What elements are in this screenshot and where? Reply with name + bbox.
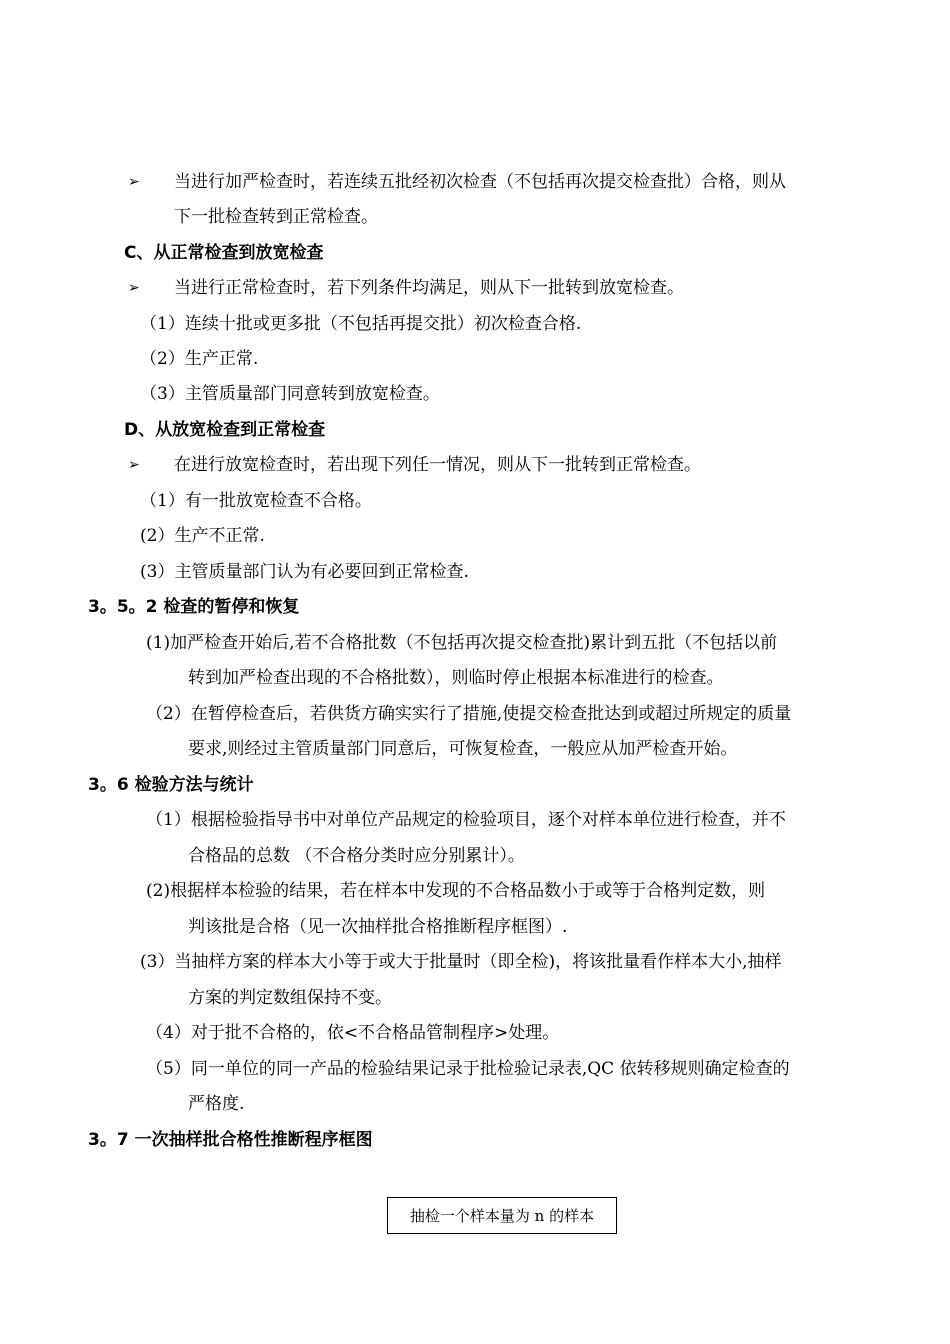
section-heading: 3。6 检验方法与统计 [88,775,254,795]
paragraph-line: 在进行放宽检查时，若出现下列任一情况，则从下一批转到正常检查。 [174,455,701,475]
paragraph-line: 当进行加严检查时，若连续五批经初次检查（不包括再次提交检查批）合格，则从 [174,172,786,192]
flowchart-box [387,1197,617,1234]
list-item: （1）有一批放宽检查不合格。 [140,491,372,511]
paragraph-line: 当进行正常检查时，若下列条件均满足，则从下一批转到放宽检查。 [174,278,684,298]
flowchart-box-label: 抽检一个样本量为 n 的样本 [409,1207,595,1225]
paragraph-line: 合格品的总数 （不合格分类时应分别累计）。 [188,846,525,866]
list-item: （5）同一单位的同一产品的检验结果记录于批检验记录表,QC 依转移规则确定检查的 [146,1059,790,1079]
list-item: (2）生产不正常. [140,526,265,546]
section-heading: C、从正常检查到放宽检查 [124,243,324,263]
paragraph-line: 严格度. [188,1094,245,1114]
bullet-icon: ➢ [128,457,140,473]
list-item: （3）主管质量部门同意转到放宽检查。 [140,384,440,404]
list-item: （1）连续十批或更多批（不包括再提交批）初次检查合格. [140,314,582,334]
paragraph-line: 转到加严检查出现的不合格批数），则临时停止根据本标准进行的检查。 [188,668,724,688]
paragraph-line: 要求,则经过主管质量部门同意后，可恢复检查，一般应从加严检查开始。 [188,739,738,759]
list-item: (2)根据样本检验的结果，若在样本中发现的不合格品数小于或等于合格判定数，则 [146,881,766,901]
paragraph-line: 下一批检查转到正常检查。 [174,207,378,227]
list-item: （1）根据检验指导书中对单位产品规定的检验项目，逐个对样本单位进行检查，并不 [146,810,786,830]
list-item: (1)加严检查开始后,若不合格批数（不包括再次提交检查批)累计到五批（不包括以前 [146,633,778,653]
section-heading: 3。5。2 检查的暂停和恢复 [88,597,300,617]
list-item: （4）对于批不合格的，依<不合格品管制程序>处理。 [146,1023,560,1043]
list-item: （2）在暂停检查后，若供货方确实实行了措施,使提交检查批达到或超过所规定的质量 [146,704,792,724]
bullet-icon: ➢ [128,174,140,190]
list-item: （2）生产正常. [140,349,259,369]
paragraph-line: 判该批是合格（见一次抽样批合格推断程序框图）. [188,917,568,937]
list-item: (3）主管质量部门认为有必要回到正常检查. [140,562,469,582]
section-heading: 3。7 一次抽样批合格性推断程序框图 [88,1130,373,1150]
bullet-icon: ➢ [128,280,140,296]
list-item: (3）当抽样方案的样本大小等于或大于批量时（即全检)，将该批量看作样本大小,抽样 [140,952,782,972]
paragraph-line: 方案的判定数组保持不变。 [188,988,392,1008]
section-heading: D、从放宽检查到正常检查 [124,420,326,440]
